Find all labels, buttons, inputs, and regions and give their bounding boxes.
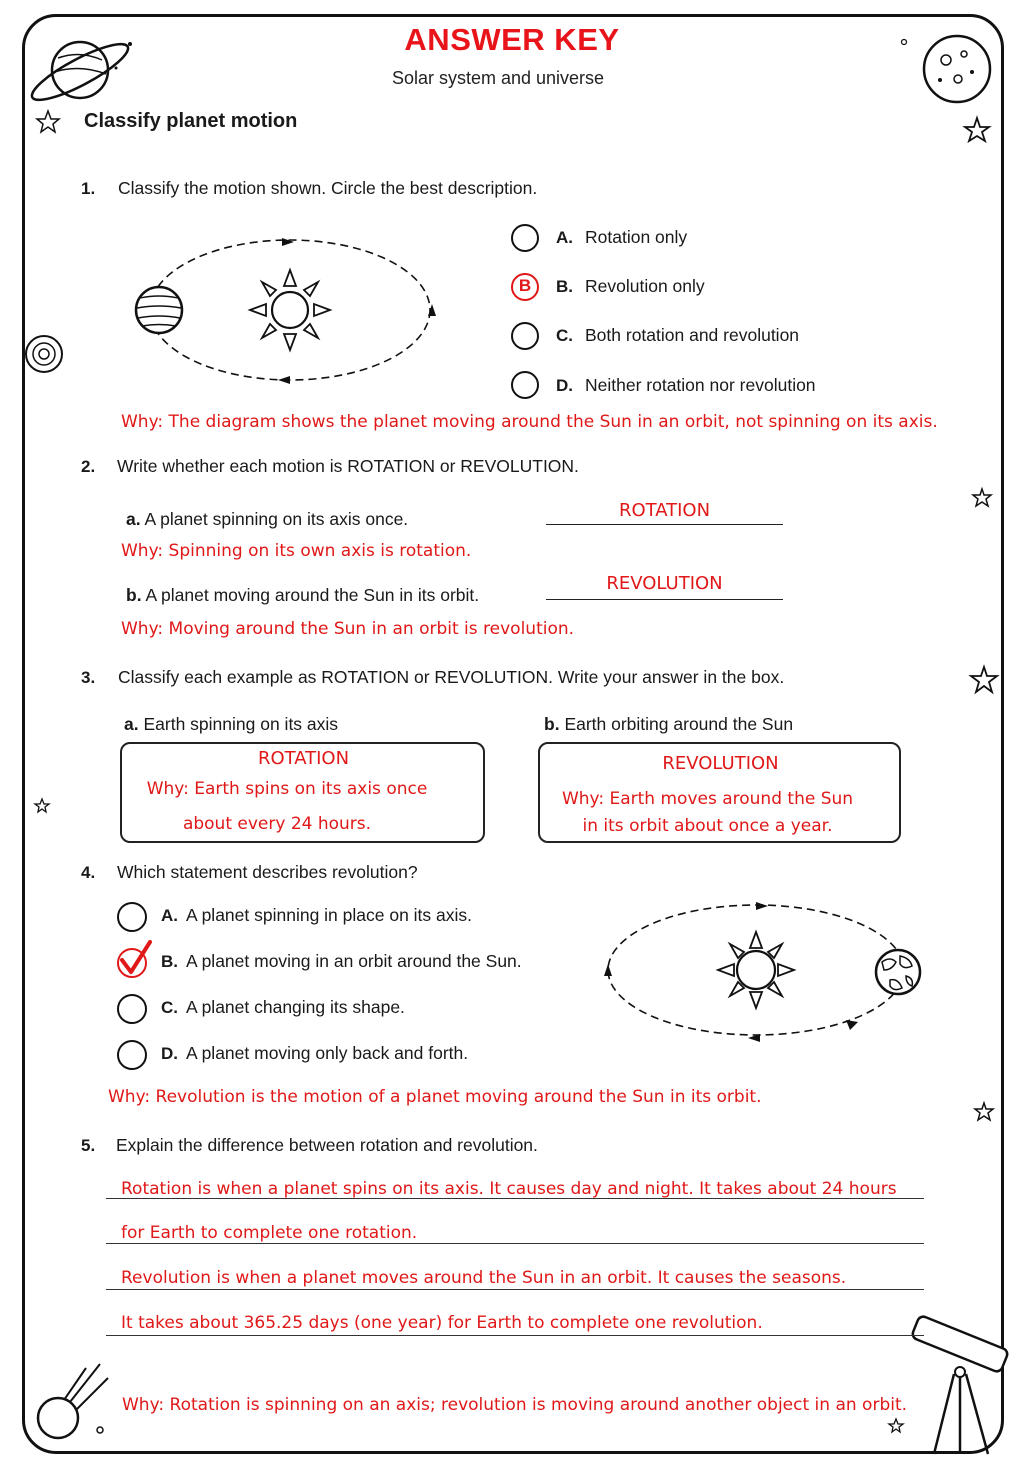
q3b-text: Earth orbiting around the Sun — [564, 714, 794, 734]
q1-option-b-bubble-selected[interactable] — [511, 273, 539, 301]
q5-why: Why: Rotation is spinning on an axis; revolution is moving around another object in an orbit. — [122, 1395, 908, 1415]
q3a-text: Earth spinning on its axis — [143, 714, 339, 734]
q2a-text: A planet spinning on its axis once. — [144, 509, 409, 529]
checkmark-icon — [114, 938, 154, 978]
star-icon — [34, 798, 58, 822]
q3b-answer: REVOLUTION — [662, 753, 779, 774]
sun-icon — [250, 270, 330, 350]
section-title: Classify planet motion — [84, 110, 298, 132]
q1-option-a-text: Rotation only — [585, 227, 688, 247]
question-1-number: 1. — [81, 179, 96, 198]
star-icon — [974, 1102, 1004, 1132]
question-4-number: 4. — [81, 863, 96, 882]
page-subtitle: Solar system and universe — [391, 68, 605, 88]
q1-option-d-text: Neither rotation nor revolution — [585, 375, 816, 395]
question-5-number: 5. — [81, 1136, 96, 1155]
q2a-answer: ROTATION — [618, 500, 711, 521]
q1-selected-mark: B — [518, 276, 532, 295]
q3a-label: a. — [124, 714, 139, 734]
q3a-answer: ROTATION — [257, 748, 350, 769]
orbit-diagram-q1 — [130, 228, 450, 398]
question-2-prompt: Write whether each motion is ROTATION or REVOLUTION. — [117, 456, 579, 476]
q2b-answer-field[interactable] — [546, 573, 783, 600]
q4-option-d-text: A planet moving only back and forth. — [186, 1043, 469, 1063]
q1-option-c-bubble[interactable] — [511, 322, 539, 350]
question-3-prompt: Classify each example as ROTATION or REVOLUTION. Write your answer in the box. — [118, 667, 785, 687]
q4-option-c-text: A planet changing its shape. — [186, 997, 405, 1017]
q2b-label: b. — [126, 585, 142, 605]
q5-answer-line-2[interactable] — [106, 1217, 924, 1244]
q4-option-c-letter: C. — [161, 998, 178, 1017]
q4-option-a-letter: A. — [161, 906, 178, 925]
q3b-why-line-2: in its orbit about once a year. — [582, 816, 833, 836]
q5-answer-line-1[interactable] — [106, 1173, 924, 1199]
star-icon — [36, 110, 66, 140]
q3b-answer-box[interactable] — [538, 742, 901, 843]
q4-option-a-text: A planet spinning in place on its axis. — [186, 905, 473, 925]
comet-icon — [30, 1360, 120, 1450]
q2b-why: Why: Moving around the Sun in an orbit is revolution. — [121, 619, 575, 639]
q2a-item — [126, 509, 408, 530]
q5-answer-text-4: It takes about 365.25 days (one year) for Earth to complete one revolution. — [121, 1313, 763, 1333]
q1-option-d-letter: D. — [556, 376, 573, 395]
q2b-item — [126, 585, 479, 606]
q3a-why-line-1: Why: Earth spins on its axis once — [146, 779, 428, 799]
q4-option-b-letter: B. — [161, 952, 178, 971]
page-title: ANSWER KEY — [404, 22, 620, 57]
telescope-icon — [906, 1322, 1016, 1462]
earth-icon — [876, 950, 920, 994]
q5-answer-line-4[interactable] — [106, 1307, 924, 1336]
q4-option-d-letter: D. — [161, 1044, 178, 1063]
sun-icon — [718, 932, 794, 1008]
q3b-item — [544, 714, 793, 735]
q4-option-c-bubble[interactable] — [117, 994, 147, 1024]
q3a-why-line-2: about every 24 hours. — [182, 814, 372, 834]
star-icon — [970, 666, 1004, 700]
q2a-label: a. — [126, 509, 141, 529]
q1-option-c-letter: C. — [556, 326, 573, 345]
question-2-number: 2. — [81, 457, 96, 476]
q3a-answer-box[interactable] — [120, 742, 485, 843]
spiral-galaxy-icon — [20, 330, 70, 380]
q4-option-b-text: A planet moving in an orbit around the Sun. — [186, 951, 522, 971]
question-5-prompt: Explain the difference between rotation and revolution. — [116, 1135, 538, 1155]
q2b-text: A planet moving around the Sun in its orbit. — [145, 585, 480, 605]
q1-option-d-bubble[interactable] — [511, 371, 539, 399]
planet-icon — [136, 287, 182, 333]
q3a-item — [124, 714, 338, 735]
q4-why: Why: Revolution is the motion of a planet moving around the Sun in its orbit. — [108, 1087, 762, 1107]
question-3-number: 3. — [81, 668, 96, 687]
q5-answer-text-1: Rotation is when a planet spins on its axis. It causes day and night. It takes about 24 hours — [121, 1179, 897, 1199]
q1-option-a-letter: A. — [556, 228, 573, 247]
q5-answer-line-3[interactable] — [106, 1262, 924, 1290]
q3b-why-line-1: Why: Earth moves around the Sun — [561, 789, 854, 809]
q1-option-c-text: Both rotation and revolution — [585, 325, 800, 345]
orbit-diagram-q4 — [600, 900, 930, 1050]
q1-option-b-text: Revolution only — [585, 276, 705, 296]
q2a-answer-field[interactable] — [546, 500, 783, 525]
q4-option-d-bubble[interactable] — [117, 1040, 147, 1070]
q2a-why: Why: Spinning on its own axis is rotation. — [121, 541, 472, 561]
q5-answer-text-3: Revolution is when a planet moves around the Sun in an orbit. It causes the seasons. — [121, 1268, 847, 1288]
q4-option-a-bubble[interactable] — [117, 902, 147, 932]
q1-why: Why: The diagram shows the planet moving around the Sun in an orbit, not spinning on its axis. — [121, 412, 938, 432]
q5-answer-text-2: for Earth to complete one rotation. — [121, 1223, 418, 1243]
q2b-answer: REVOLUTION — [606, 573, 723, 594]
question-4-prompt: Which statement describes revolution? — [117, 862, 418, 882]
question-1-prompt: Classify the motion shown. Circle the best description. — [118, 178, 538, 198]
q1-option-a-bubble[interactable] — [511, 224, 539, 252]
q1-option-b-letter: B. — [556, 277, 573, 296]
star-icon — [964, 117, 994, 147]
q3b-label: b. — [544, 714, 560, 734]
star-icon — [972, 488, 1002, 518]
